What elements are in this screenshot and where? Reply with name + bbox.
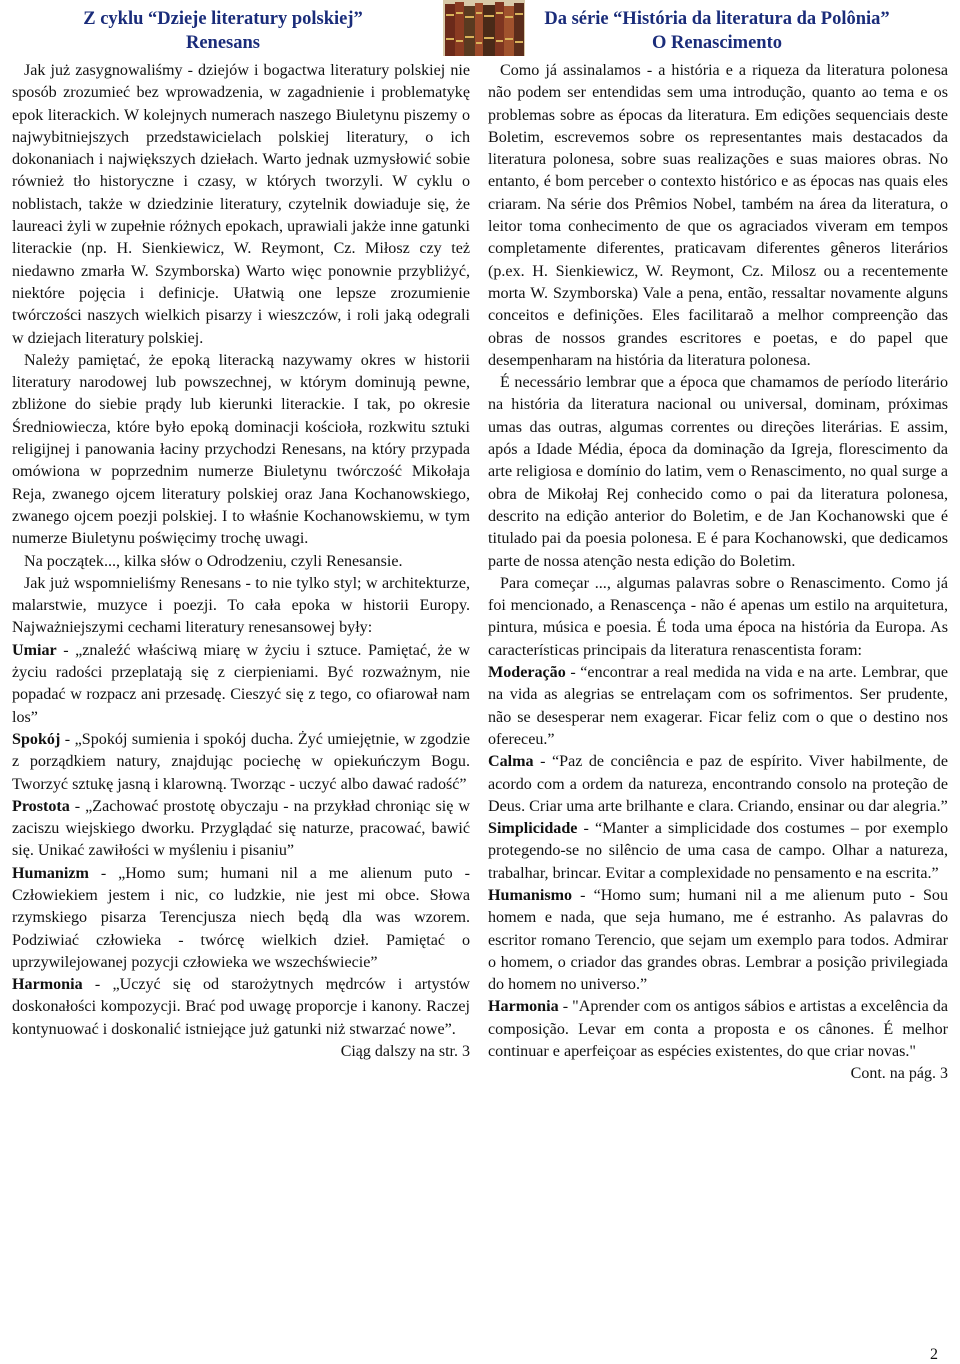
right-continued-note: Cont. na pág. 3 xyxy=(850,1065,948,1083)
right-term-item xyxy=(488,751,948,818)
left-term-name: Humanizm xyxy=(12,864,89,882)
left-term-item xyxy=(12,863,470,974)
right-term-item xyxy=(488,885,948,996)
right-term-name: Moderação xyxy=(488,664,566,682)
right-column xyxy=(488,60,948,1086)
right-term-item xyxy=(488,996,948,1063)
right-paragraph: Para começar ..., algumas palavras sobre o Renascimento. Como já foi mencionado, a Renascença - não é apenas um estilo na arquitetura, pintura, música e poesia. É toda uma época na história da Europa. As características principais da literatura renascentista foram: xyxy=(488,574,948,659)
left-paragraph: Jak już wspomnieliśmy Renesans - to nie tylko styl; w architekturze, malarstwie, muzyce i poezji. To cała epoka w historii Europy. Najważniejszymi cechami literatury renesansowej były: xyxy=(12,574,470,637)
left-term-item xyxy=(12,729,470,796)
right-term-name: Harmonia xyxy=(488,998,559,1016)
right-series-title: Da série “História da literatura da Polônia” xyxy=(544,9,890,29)
left-term-item xyxy=(12,974,470,1041)
left-paragraph: Jak już zasygnowaliśmy - dziejów i bogactwa literatury polskiej nie sposób zrozumieć bez wprowadzenia, w zagadnienie i problematykę epok literackich. W kolejnych numerach naszego Biuletynu piszemy o najwybitniejszych przedstawicielach polskiej literatury, o ich dokonaniach i największych dziełach. Warto jednak uzmysłowić sobie również tło historyczne i czasy, w których tworzyli. W cyklu o noblistach, także w dziedzinie literatury, czytelnik dowiaduje się, że laureaci żyli w zupełnie różnych epokach, uprawiali jakże inne gatunki literackie (np. H. Sienkiewicz, W. Reymont, Cz. Miłosz czy też niedawno zmarła W. Szymborska) Warto więc ponownie przybliżyć, niektóre pojęcia i definicje. Ułatwią one lepsze zrozumienie twórczości naszych wielkich pisarzy i wieszczów, i roli jaką odegrali w dziejach literatury polskiej. xyxy=(12,62,470,347)
right-term-text: - “encontrar a real medida na vida e na arte. Lembrar, que na vida as alegrias se entrelaçam com os sofrimentos. Ser prudente, não se desesperar nem exagerar. Ficar feliz com o que o destino nos ofereceu.” xyxy=(488,664,948,748)
right-term-text: - “Manter a simplicidade dos costumes – por exemplo protegendo-se no silêncio de uma casa de campo. Olhar a natureza, trabalhar, brincar. Evitar a complexidade no pensamento e na escrita.” xyxy=(488,820,948,882)
left-term-name: Harmonia xyxy=(12,976,83,994)
left-epoch-title: Renesans xyxy=(185,33,260,53)
left-term-item xyxy=(12,640,470,729)
right-paragraph: Como já assinalamos - a história e a riqueza da literatura polonesa não podem ser entendidas sem uma introdução, quanto ao tema e os problemas sobre as épocas da literatura. Em edições sequenciais deste Boletim, escrevemos sobre os representantes mais destacados da literatura polonesa, sobre suas realizações e suas maiores obras. No entanto, é bom perceber o contexto histórico e as épocas nas quais eles criaram. Na série dos Prêmios Nobel, também na área da literatura, o leitor toma conhecimento de que os agraciados viveram em tempos completamente diferentes, praticavam diferentes gêneros literários (p.ex. H. Sienkiewicz, W. Reymont, Cz. Milosz ou a recentemente morta W. Szymborska) Vale a pena, então, ressaltar novamente alguns conceitos e definições. Eles facilitaraõ a melhor compreenção das obras de nossos grandes escritores e poetas, e do papel que desempenharam na história da literatura polonesa. xyxy=(488,62,948,369)
left-term-text: - „Uczyć się od starożytnych mędrców i artystów doskonałości kompozycji. Brać pod uwagę proporcje i kanony. Raczej kontynuować i doskonalić istniejące już gatunki niż stwarzać nowe”. xyxy=(12,976,470,1038)
page-number: 2 xyxy=(930,1346,938,1363)
right-term-name: Simplicidade xyxy=(488,820,578,838)
left-term-text: - „Zachować prostotę obyczaju - na przykład chroniąc się w zaciszu wiejskiego dworku. Przyglądać się naturze, pracować, bawić się. Unikać zawiłości w myśleniu i pisaniu” xyxy=(12,797,470,860)
left-term-item xyxy=(12,796,470,863)
left-header xyxy=(8,2,438,60)
left-term-name: Prostota xyxy=(12,797,70,815)
right-term-text: - "Aprender com os antigos sábios e artistas a excelência da composição. Levar em conta a proposta e os cânones. É melhor continuar e aperfeiçoar as espécies existentes, do que criar novas." xyxy=(488,998,948,1061)
left-term-name: Spokój xyxy=(12,730,61,748)
right-term-item xyxy=(488,662,948,751)
left-continued-note: Ciąg dalszy na str. 3 xyxy=(340,1043,470,1061)
left-paragraph: Na początek..., kilka słów o Odrodzeniu, czyli Renesansie. xyxy=(24,552,403,570)
left-term-text: - „Homo sum; humani nil a me alienum puto - Człowiekiem jestem i nic, co ludzkie, nie jest mi obce. Słowa rzymskiego pisarza Terencjusza niech będą dla was wzorem. Podziwiać człowieka - twórcę wielkich dzieł. Pamiętać o uprzywilejowanej pozycji człowieka we wszechświecie” xyxy=(12,864,470,971)
left-column xyxy=(12,60,470,1063)
left-paragraph: Należy pamiętać, że epoką literacką nazywamy okres w historii literatury narodowej lub powszechnej, w którym dominują pewne, zbliżone do siebie prądy lub kierunki literackie. I tak, po okresie Średniowiecza, które było epoką dominacji kościoła, rozkwitu sztuki religijnej i panowania łaciny przychodzi Renesans, na który przypada omówiona w poprzednim numerze Biuletynu twórczość Mikołaja Reja, zwanego ojcem literatury polskiej oraz Jana Kochanowskiego, zwanego ojcem poezji polskiej. I to właśnie Kochanowskiemu, w tym numerze Biuletynu poświęcimy trochę uwagi. xyxy=(12,351,470,548)
right-term-name: Calma xyxy=(488,753,534,771)
left-term-name: Umiar xyxy=(12,641,57,659)
left-term-text: - „znaleźć właściwą miarę w życiu i sztuce. Pamiętać, że w życiu radości przeplatają się z cierpieniami. Być rozważnym, nie popadać w rozpacz ani przesadę. Cieszyć się z tego, co ofiarował nam los” xyxy=(12,641,470,726)
right-term-text: - “Paz de conciência e paz de espírito. Viver habilmente, de acordo com a ordem da natureza, encontrando consolo na proteção de Deus. Criar uma arte brilhante e clara. Criando, ensinar ou dar alegria.” xyxy=(488,753,948,815)
right-epoch-title: O Renascimento xyxy=(652,33,782,53)
right-term-item xyxy=(488,818,948,885)
right-term-name: Humanismo xyxy=(488,886,573,904)
left-series-title: Z cyklu “Dzieje literatury polskiej” xyxy=(83,9,363,29)
right-term-text: - “Homo sum; humani nil a me alienum puto - Sou homem e nada, que seja humano, me é estranho. As palavras do escritor romano Terencio, que sejam um exemplo para todos. Admirar o homem, o criador das grandes obras. Lembrar a posição privilegiada do homem no universo.” xyxy=(488,886,948,994)
left-term-text: - „Spokój sumienia i spokój ducha. Żyć umiejętnie, w zgodzie z porządkiem natury, znajdując pociechę w opiekuńczym Bogu. Tworzyć sztukę jasną i klarowną. Tworząc - uczyć albo dawać radość” xyxy=(12,730,470,793)
right-header xyxy=(486,2,948,60)
right-paragraph: É necessário lembrar que a época que chamamos de período literário na história da literatura nacional ou universal, dominam, próximas umas das outras, algumas correntes ou direções literárias. E assim, após a Idade Média, época da dominação da Igreja, florescimento da arte religiosa e domínio do latim, vem o Renascimento, no qual surge a obra de Mikołaj Rej conhecido como o pai da literatura polonesa, descrito na edição anterior do Boletim, e de Jan Kochanowski que é titulado pai da poesia polonesa. E é para Kochanowski, que dedicamos parte de nossa atenção nesta edição do Boletim. xyxy=(488,374,948,570)
